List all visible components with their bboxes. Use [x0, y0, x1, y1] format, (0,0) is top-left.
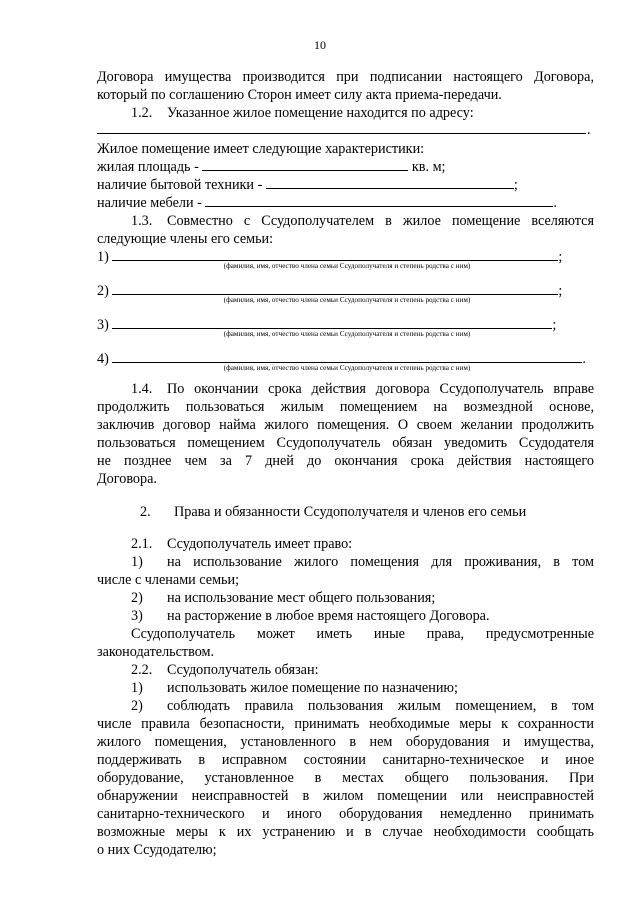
item-text: использовать жилое помещение по назначению;: [167, 680, 458, 696]
clause-number: 1.2.: [131, 105, 153, 121]
member-number: 3): [97, 317, 109, 333]
text-line: заключив договор найма жилого помещения. О своем желании продолжить: [97, 417, 594, 433]
member-number: 4): [97, 351, 109, 367]
text-line: Договора.: [97, 471, 157, 487]
member-blank: [112, 350, 582, 363]
text-line: Договора имущества производится при подписании настоящего Договора,: [97, 69, 594, 85]
appliances-label: наличие бытовой техники -: [97, 177, 263, 193]
clause-text: Ссудополучатель имеет право:: [167, 536, 353, 552]
member-caption: (фамилия, имя, отчество члена семьи Ссудополучателя и степень родства с ним): [223, 296, 471, 304]
furniture-line: [97, 194, 594, 212]
text-line: обнаружении неисправностей в жилом помещении или неисправностей: [97, 788, 594, 804]
text-line: следующие члены его семьи:: [97, 231, 274, 247]
text-line: числе правила безопасности, принимать необходимые меры к сохранности: [97, 716, 594, 732]
member-number: 1): [97, 249, 109, 265]
clause-2-1: [131, 535, 628, 553]
clause-text: По окончании срока действия договора Ссудополучатель вправе: [167, 381, 594, 397]
section-number: 2.: [140, 504, 151, 520]
item-number: 2): [131, 590, 143, 606]
line-end: ;: [558, 283, 563, 299]
item-text: на использование мест общего пользования;: [167, 590, 436, 606]
appliances-line: [97, 176, 594, 194]
text-line: жилого помещения, установленного в нем оборудования и имущества,: [97, 734, 594, 750]
item-number: 3): [131, 608, 143, 624]
clause-2-2: [131, 661, 628, 679]
clause-number: 2.1.: [131, 536, 153, 552]
member-caption: (фамилия, имя, отчество члена семьи Ссудополучателя и степень родства с ним): [223, 262, 471, 270]
address-blank-line: [97, 133, 586, 134]
text-line: не позднее чем за 7 дней до окончания срока действия настоящего: [97, 453, 594, 469]
line-end: .: [582, 351, 586, 367]
text-line: о них Ссудодателю;: [97, 842, 217, 858]
member-blank: [112, 316, 552, 329]
line-end: .: [553, 195, 557, 211]
list-item: [131, 589, 628, 607]
clause-1-4: [131, 380, 594, 398]
text-line: санитарно-технического и иного оборудования немедленно принимать: [97, 806, 594, 822]
text-line: продолжить пользоваться жилым помещением на возмездной основе,: [97, 399, 594, 415]
line-end: ;: [552, 317, 557, 333]
living-area-line: [97, 158, 594, 176]
text-line: поддерживать в исправном состоянии санитарно-техническое и иное: [97, 752, 594, 768]
text-line: оборудование, установленное в местах общего пользования. При: [97, 770, 594, 786]
text-line: возможные меры к их устранению и в случае необходимости сообщать: [97, 824, 594, 840]
list-item: [131, 679, 628, 697]
appliances-blank: [266, 176, 514, 189]
furniture-blank: [205, 194, 553, 207]
member-caption: (фамилия, имя, отчество члена семьи Ссудополучателя и степень родства с ним): [223, 364, 471, 372]
text-line: Жилое помещение имеет следующие характеристики:: [97, 141, 425, 157]
clause-number: 1.4.: [131, 381, 153, 397]
line-end: ;: [558, 249, 563, 265]
text-line: Ссудополучатель может иметь иные права, предусмотренные: [131, 626, 594, 642]
list-item: [131, 607, 628, 625]
line-end: ;: [513, 177, 518, 193]
list-item: [131, 697, 594, 715]
line-end: .: [587, 122, 591, 138]
text-line: который по соглашению Сторон имеет силу акта приема-передачи.: [97, 87, 502, 103]
living-area-label: жилая площадь -: [97, 159, 199, 175]
furniture-label: наличие мебели -: [97, 195, 202, 211]
clause-text: Ссудополучатель обязан:: [167, 662, 319, 678]
living-area-blank: [202, 158, 408, 171]
clause-1-3: [131, 212, 594, 230]
item-number: 2): [131, 698, 143, 714]
item-number: 1): [131, 680, 143, 696]
clause-1-2: [131, 104, 628, 122]
member-blank: [112, 282, 558, 295]
clause-text: Указанное жилое помещение находится по адресу:: [167, 105, 474, 121]
section-heading: [140, 503, 600, 521]
member-caption: (фамилия, имя, отчество члена семьи Ссудополучателя и степень родства с ним): [223, 330, 471, 338]
member-blank: [112, 248, 558, 261]
text-line: пользоваться помещением Ссудополучатель обязан уведомить Ссудодателя: [97, 435, 594, 451]
item-number: 1): [131, 554, 143, 570]
item-text: на расторжение в любое время настоящего Договора.: [167, 608, 490, 624]
member-number: 2): [97, 283, 109, 299]
list-item: [131, 553, 594, 571]
item-text: соблюдать правила пользования жилым помещением, в том: [167, 698, 594, 714]
clause-text: Совместно с Ссудополучателем в жилое помещение вселяются: [167, 213, 594, 229]
section-title: Права и обязанности Ссудополучателя и членов его семьи: [174, 504, 527, 520]
text-line: законодательством.: [97, 644, 215, 660]
clause-number: 1.3.: [131, 213, 153, 229]
clause-number: 2.2.: [131, 662, 153, 678]
item-text: на использование жилого помещения для проживания, в том: [167, 554, 594, 570]
unit-label: кв. м;: [411, 159, 446, 175]
text-line: числе с членами семьи;: [97, 572, 240, 588]
page-number: 10: [314, 38, 326, 52]
